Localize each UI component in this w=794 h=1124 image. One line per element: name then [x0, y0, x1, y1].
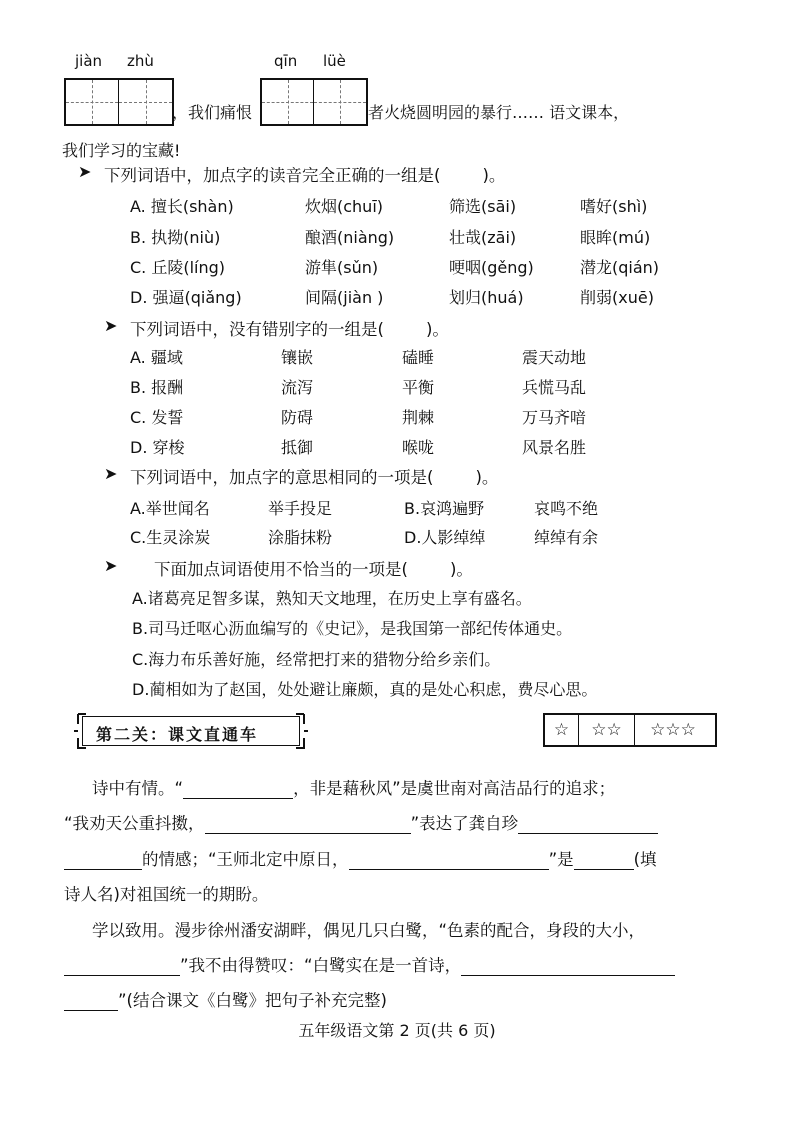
q1-a3: 筛选(sāi)	[449, 197, 517, 216]
q3-stem-text: 下列词语中，加点字的意思相同的一项是(	[130, 468, 434, 487]
q4-b: B.司马迁呕心沥血编写的《史记》，是我国第一部纪传体通史。	[132, 619, 573, 638]
pinyin-answer-grid-2[interactable]	[260, 78, 368, 126]
pinyin-jian: jiàn	[75, 52, 103, 70]
q3-c2: 涂脂抹粉	[268, 528, 333, 547]
answer-blank[interactable]	[205, 817, 411, 834]
fill-text: 诗中有情。“	[92, 779, 184, 798]
pinyin-qin: qīn	[274, 52, 298, 70]
page-footer: 五年级语文第 2 页(共 6 页)	[298, 1021, 496, 1040]
q1-stem-end: )。	[482, 166, 506, 185]
q4-d: D.蔺相如为了赵国，处处避让廉颇，真的是处心积虑，费尽心思。	[132, 680, 598, 699]
intro-text-3: 我们学习的宝藏!	[62, 141, 181, 160]
fill-text: 的情感；“王师北定中原日，	[142, 850, 349, 869]
q2-a3: 磕睡	[402, 348, 435, 367]
q1-b3: 壮哉(zāi)	[449, 228, 517, 247]
fill-line-7	[64, 987, 387, 1011]
answer-blank[interactable]	[64, 959, 180, 976]
q1-c4: 潜龙(qián)	[580, 258, 660, 277]
q2-b3: 平衡	[402, 378, 435, 397]
q1-c3: 哽咽(gěng)	[449, 258, 534, 277]
q2-d3: 喉咙	[402, 438, 435, 457]
q3-a1: A.举世闻名	[130, 499, 210, 518]
fill-text: ”我不由得赞叹：“白鹭实在是一首诗，	[180, 956, 462, 975]
q2-c2: 防碍	[281, 408, 314, 427]
answer-blank[interactable]	[183, 782, 293, 799]
pinyin-zhu: zhù	[127, 52, 154, 70]
q3-stem	[130, 464, 498, 488]
fill-text: ”(结合课文《白鹭》把句子补充完整)	[118, 991, 387, 1010]
q3-c4: 绰绰有余	[534, 528, 599, 547]
answer-blank[interactable]	[518, 817, 658, 834]
section-banner	[72, 712, 310, 750]
q2-a2: 镶嵌	[281, 348, 314, 367]
fill-line-6	[64, 952, 675, 976]
fill-line-5: 学以致用。漫步徐州潘安湖畔，偶见几只白鹭，“色素的配合，身段的大小，	[92, 921, 646, 940]
q4-stem	[154, 556, 473, 580]
q1-c1: C. 丘陵(líng)	[130, 258, 226, 277]
intro-text-1: ，我们痛恨	[172, 103, 253, 122]
q4-a: A.诸葛亮足智多谋，熟知天文地理，在历史上享有盛名。	[132, 589, 532, 608]
q1-c2: 游隼(sǔn)	[305, 258, 379, 277]
q1-d3: 划归(huá)	[449, 288, 524, 307]
q3-c3: D.人影绰绰	[404, 528, 486, 547]
q3-c1: C.生灵涂炭	[130, 528, 211, 547]
q1-a1: A. 擅长(shàn)	[130, 197, 234, 216]
q2-stem	[130, 316, 449, 340]
q1-b4: 眼眸(mú)	[580, 228, 651, 247]
q2-b1: B. 报酬	[130, 378, 184, 397]
fill-text: (填	[633, 850, 657, 869]
q1-a2: 炊烟(chuī)	[305, 197, 384, 216]
answer-blank[interactable]	[461, 959, 675, 976]
q3-stem-end: )。	[475, 468, 499, 487]
star-three-icon[interactable]: ☆☆☆	[650, 720, 696, 740]
q1-d4: 削弱(xuē)	[580, 288, 654, 307]
q2-b2: 流泻	[281, 378, 314, 397]
q2-c3: 荆棘	[402, 408, 435, 427]
difficulty-stars	[543, 713, 717, 747]
fill-text: “我劝天公重抖擞，	[64, 814, 205, 833]
q4-c: C.海力布乐善好施，经常把打来的猎物分给乡亲们。	[132, 650, 501, 669]
q2-c1: C. 发誓	[130, 408, 184, 427]
q1-stem-text: 下列词语中，加点字的读音完全正确的一组是(	[104, 166, 441, 185]
fill-line-4: 诗人名)对祖国统一的期盼。	[64, 885, 269, 904]
star-one-icon[interactable]: ☆	[545, 715, 579, 745]
fill-text: ”表达了龚自珍	[410, 814, 519, 833]
arrow-icon: ➤	[78, 162, 92, 181]
intro-text-2: 者火烧圆明园的暴行…… 语文课本，	[368, 103, 630, 122]
q2-d1: D. 穿梭	[130, 438, 185, 457]
q4-stem-end: )。	[449, 560, 473, 579]
q1-b2: 酿酒(niàng)	[305, 228, 395, 247]
pinyin-answer-grid-1[interactable]	[64, 78, 174, 126]
q3-a2: 举手投足	[268, 499, 333, 518]
q2-d2: 抵御	[281, 438, 314, 457]
q1-stem	[104, 162, 505, 186]
answer-blank[interactable]	[349, 853, 549, 870]
q2-stem-text: 下列词语中，没有错别字的一组是(	[130, 320, 384, 339]
fill-line-1	[92, 775, 615, 799]
q2-a1: A. 疆域	[130, 348, 183, 367]
arrow-icon: ➤	[104, 316, 118, 335]
q1-d1: D. 强逼(qiǎng)	[130, 288, 242, 307]
answer-blank[interactable]	[64, 994, 118, 1011]
q2-b4: 兵慌马乱	[522, 378, 587, 397]
q1-d2: 间隔(jiàn )	[305, 288, 384, 307]
q1-a4: 嗜好(shì)	[580, 197, 648, 216]
arrow-icon: ➤	[104, 556, 118, 575]
answer-blank[interactable]	[574, 853, 634, 870]
fill-text: ，非是藉秋风”是虞世南对高洁品行的追求；	[293, 779, 616, 798]
q4-stem-text: 下面加点词语使用不恰当的一项是(	[154, 560, 408, 579]
fill-line-3	[64, 846, 657, 870]
q3-a3: B.哀鸿遍野	[404, 499, 485, 518]
answer-blank[interactable]	[64, 853, 142, 870]
q2-c4: 万马齐喑	[522, 408, 587, 427]
pinyin-lue: lüè	[323, 52, 346, 70]
q2-stem-end: )。	[425, 320, 449, 339]
arrow-icon: ➤	[104, 464, 118, 483]
q2-a4: 震天动地	[522, 348, 587, 367]
fill-line-2	[64, 810, 658, 834]
q3-a4: 哀鸣不绝	[534, 499, 599, 518]
q1-b1: B. 执拗(niù)	[130, 228, 221, 247]
fill-text: ”是	[548, 850, 574, 869]
star-two-icon[interactable]: ☆☆	[579, 715, 635, 745]
section-title: 第二关：课文直通车	[96, 725, 259, 744]
q2-d4: 风景名胜	[522, 438, 587, 457]
